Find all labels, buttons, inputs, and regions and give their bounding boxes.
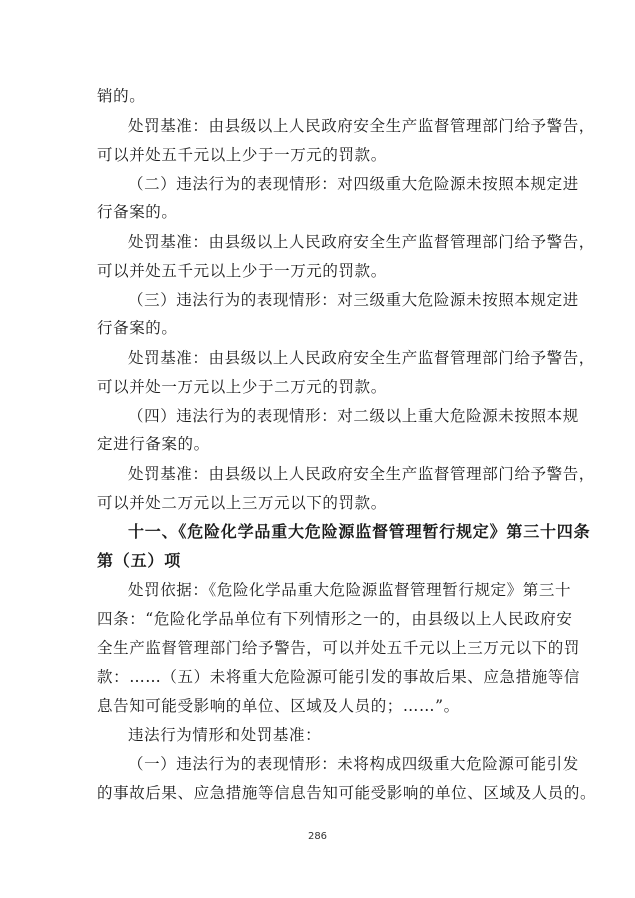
text-line: 定进行备案的。 [97, 435, 210, 453]
text-line: 全生产监督管理部门给予警告，可以并处五千元以上三万元以下的罚 [97, 639, 581, 657]
text-line: 违法行为情形和处罚基准： [128, 726, 322, 744]
text-line: 行备案的。 [97, 319, 178, 337]
text-line: （一）违法行为的表现情形：未将构成四级重大危险源可能引发 [128, 755, 579, 773]
section-heading: 第（五）项 [97, 551, 182, 570]
text-line: 处罚基准：由县级以上人民政府安全生产监督管理部门给予警告， [128, 349, 595, 367]
page-number: 286 [307, 831, 328, 842]
text-line: 可以并处一万元以上少于二万元的罚款。 [97, 378, 387, 396]
text-line: 处罚基准：由县级以上人民政府安全生产监督管理部门给予警告， [128, 117, 595, 135]
text-line: 可以并处五千元以上少于一万元的罚款。 [97, 146, 387, 164]
text-line: 四条：“危险化学品单位有下列情形之一的，由县级以上人民政府安 [97, 610, 573, 628]
text-line: 处罚基准：由县级以上人民政府安全生产监督管理部门给予警告， [128, 233, 595, 251]
section-heading: 十一、《危险化学品重大危险源监督管理暂行规定》第三十四条 [128, 522, 591, 541]
text-line: （二）违法行为的表现情形：对四级重大危险源未按照本规定进 [128, 175, 579, 193]
text-line: 息告知可能受影响的单位、区域及人员的；……”。 [97, 697, 460, 715]
text-line: 销的。 [97, 87, 146, 105]
text-line: （四）违法行为的表现情形：对二级以上重大危险源未按照本规 [128, 407, 579, 425]
text-line: 处罚依据：《危险化学品重大危险源监督管理暂行规定》第三十 [128, 581, 572, 599]
text-line: 行备案的。 [97, 203, 178, 221]
text-line: 处罚基准：由县级以上人民政府安全生产监督管理部门给予警告， [128, 465, 595, 483]
text-line: 可以并处五千元以上少于一万元的罚款。 [97, 262, 387, 280]
text-line: 款：……（五）未将重大危险源可能引发的事故后果、应急措施等信 [97, 668, 581, 686]
text-line: 的事故后果、应急措施等信息告知可能受影响的单位、区域及人员的。 [97, 784, 597, 802]
text-line: （三）违法行为的表现情形：对三级重大危险源未按照本规定进 [128, 291, 579, 309]
text-line: 可以并处二万元以上三万元以下的罚款。 [97, 494, 387, 512]
